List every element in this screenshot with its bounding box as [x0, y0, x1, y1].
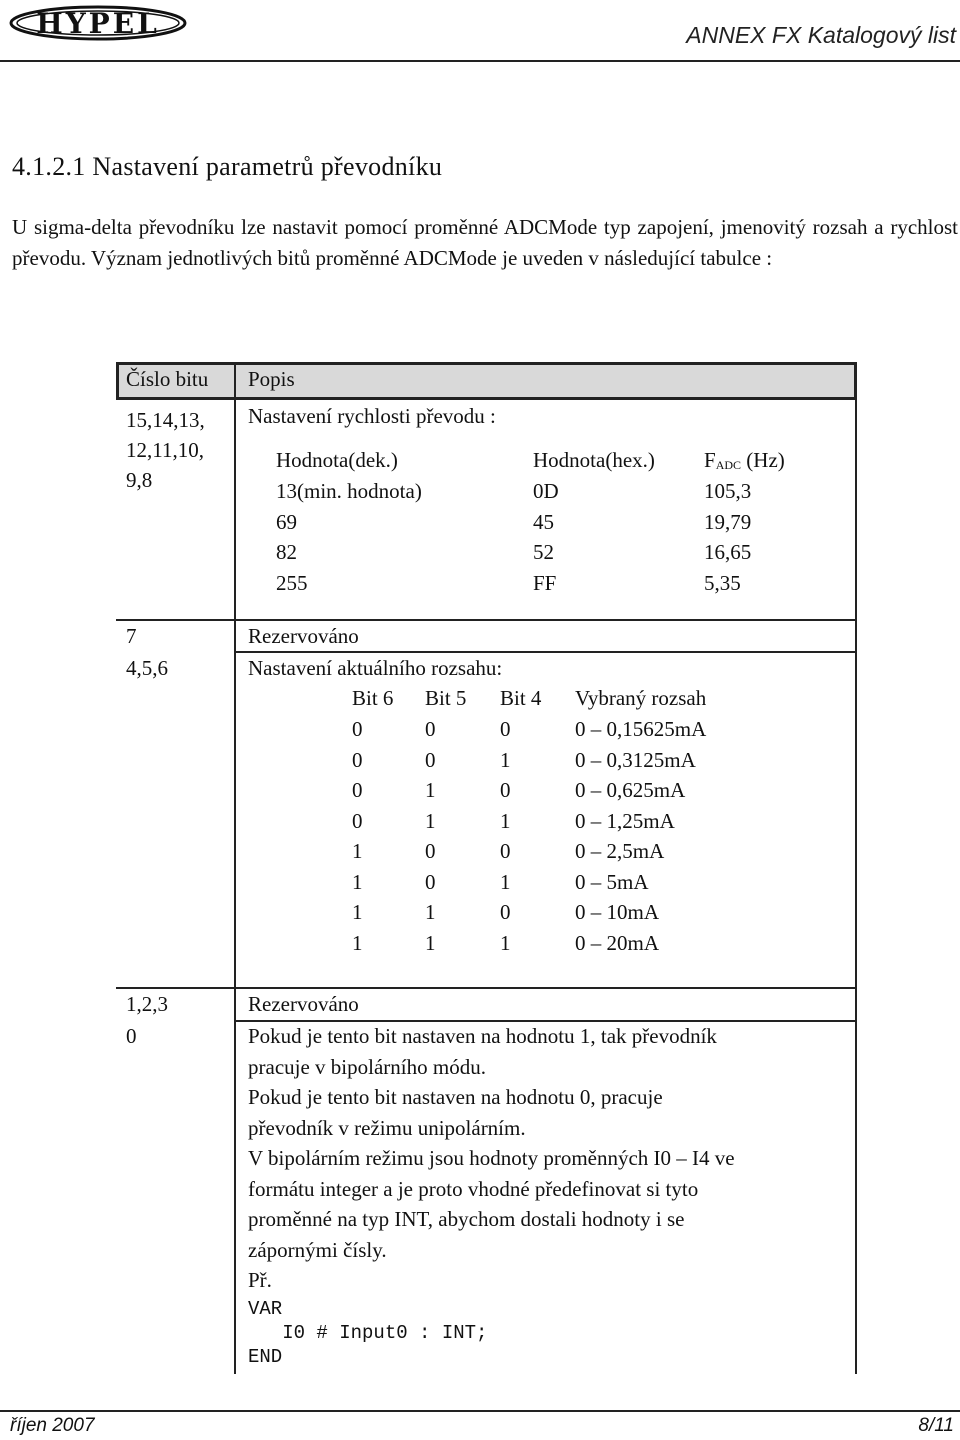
range-head-bit5: Bit 5 [425, 686, 467, 710]
speed-head-hex: Hodnota(hex.) [533, 448, 655, 472]
speed-dec-value: 255 [276, 571, 308, 595]
row-divider [116, 619, 857, 621]
bit0-text-line: formátu integer a je proto vhodné předefinovat si tyto [248, 1177, 699, 1201]
range-bit5: 0 [425, 717, 436, 741]
example-label: Př. [248, 1268, 272, 1292]
range-bit6: 1 [352, 900, 363, 924]
bit0-text-line: pracuje v bipolárního módu. [248, 1055, 486, 1079]
speed-hz-value: 5,35 [704, 571, 741, 595]
speed-hex-value: 0D [533, 479, 559, 503]
range-bit4: 0 [500, 778, 511, 802]
range-bit6: 0 [352, 809, 363, 833]
footer-date: říjen 2007 [10, 1415, 95, 1436]
range-bit6: 0 [352, 717, 363, 741]
bit0-text-line: Pokud je tento bit nastaven na hodnotu 0, pracuje [248, 1085, 663, 1109]
range-bit5: 1 [425, 931, 436, 955]
adcmode-table [116, 362, 857, 1374]
table-header [116, 362, 857, 400]
row-divider [234, 1020, 857, 1022]
range-head-selected: Vybraný rozsah [575, 686, 707, 710]
range-bit5: 0 [425, 839, 436, 863]
bits-speed-line1: 15,14,13, [126, 408, 205, 432]
range-bit6: 0 [352, 748, 363, 772]
range-bit6: 1 [352, 839, 363, 863]
range-bit5: 0 [425, 870, 436, 894]
range-value: 0 – 0,3125mA [575, 748, 696, 772]
range-bit4: 1 [500, 870, 511, 894]
reserved-123: Rezervováno [248, 992, 359, 1016]
bit0-text-line: Pokud je tento bit nastaven na hodnotu 1, tak převodník [248, 1024, 717, 1048]
range-bit4: 1 [500, 809, 511, 833]
range-bit4: 0 [500, 839, 511, 863]
range-bit4: 0 [500, 900, 511, 924]
range-value: 0 – 2,5mA [575, 839, 665, 863]
hypel-logo [8, 4, 188, 42]
speed-dec-value: 13(min. hodnota) [276, 479, 422, 503]
bits-speed-line2: 12,11,10, [126, 438, 204, 462]
range-bit6: 1 [352, 931, 363, 955]
range-value: 0 – 0,15625mA [575, 717, 707, 741]
range-bit4: 1 [500, 748, 511, 772]
range-value: 0 – 0,625mA [575, 778, 686, 802]
range-bit5: 0 [425, 748, 436, 772]
code-line: VAR [248, 1298, 283, 1320]
speed-dec-value: 82 [276, 540, 297, 564]
page-number: 8/11 [918, 1415, 954, 1436]
range-title: Nastavení aktuálního rozsahu: [248, 656, 503, 680]
speed-hz-value: 19,79 [704, 510, 752, 534]
range-head-bit4: Bit 4 [500, 686, 542, 710]
bits-speed-line3: 9,8 [126, 468, 153, 492]
bits-range: 4,5,6 [126, 656, 168, 680]
footer-divider [0, 1410, 960, 1412]
speed-hex-value: 45 [533, 510, 554, 534]
code-line: I0 # Input0 : INT; [248, 1322, 488, 1344]
bits-0: 0 [126, 1024, 137, 1048]
range-bit6: 0 [352, 778, 363, 802]
range-value: 0 – 10mA [575, 900, 659, 924]
document-title: ANNEX FX Katalogový list [686, 22, 956, 48]
range-value: 0 – 5mA [575, 870, 649, 894]
bits-7: 7 [126, 624, 137, 648]
range-head-bit6: Bit 6 [352, 686, 394, 710]
speed-hex-value: 52 [533, 540, 554, 564]
speed-head-fadc: $F_{ADC}$ (Hz) [704, 448, 785, 472]
speed-hz-value: 105,3 [704, 479, 752, 503]
code-line: END [248, 1346, 283, 1368]
section-heading: 4.1.2.1 Nastavení parametrů převodníku [12, 152, 443, 181]
row-divider [116, 987, 857, 989]
column-divider [234, 620, 236, 1374]
header-bit-number: Číslo bitu [126, 367, 209, 391]
svg-text:HYPEL: HYPEL [36, 7, 160, 40]
speed-head-dec: Hodnota(dek.) [276, 448, 398, 472]
bits-123: 1,2,3 [126, 992, 168, 1016]
range-bit5: 1 [425, 809, 436, 833]
intro-paragraph: U sigma-delta převodníku lze nastavit pomocí proměnné ADCMode typ zapojení, jmenovitý rozsah a rychlost převodu. Význam jednotlivých bitů proměnné ADCMode je uveden v následující tabulce : [12, 215, 958, 270]
range-value: 0 – 20mA [575, 931, 659, 955]
speed-hz-value: 16,65 [704, 540, 752, 564]
row-divider [234, 651, 857, 653]
range-bit4: 1 [500, 931, 511, 955]
range-value: 0 – 1,25mA [575, 809, 675, 833]
range-bit6: 1 [352, 870, 363, 894]
range-bit5: 1 [425, 900, 436, 924]
range-bit5: 1 [425, 778, 436, 802]
reserved-7: Rezervováno [248, 624, 359, 648]
table-right-border [855, 362, 857, 1374]
range-bit4: 0 [500, 717, 511, 741]
bit0-text-line: převodník v režimu unipolárním. [248, 1116, 526, 1140]
bit0-text-line: V bipolárním režimu jsou hodnoty proměnných I0 – I4 ve [248, 1146, 735, 1170]
speed-title: Nastavení rychlosti převodu : [248, 404, 496, 428]
bit0-text-line: zápornými čísly. [248, 1238, 387, 1262]
speed-hex-value: FF [533, 571, 557, 595]
column-divider [234, 362, 236, 620]
header-description: Popis [248, 367, 295, 391]
header-divider [0, 60, 960, 62]
speed-dec-value: 69 [276, 510, 297, 534]
bit0-text-line: proměnné na typ INT, abychom dostali hodnoty i se [248, 1207, 685, 1231]
